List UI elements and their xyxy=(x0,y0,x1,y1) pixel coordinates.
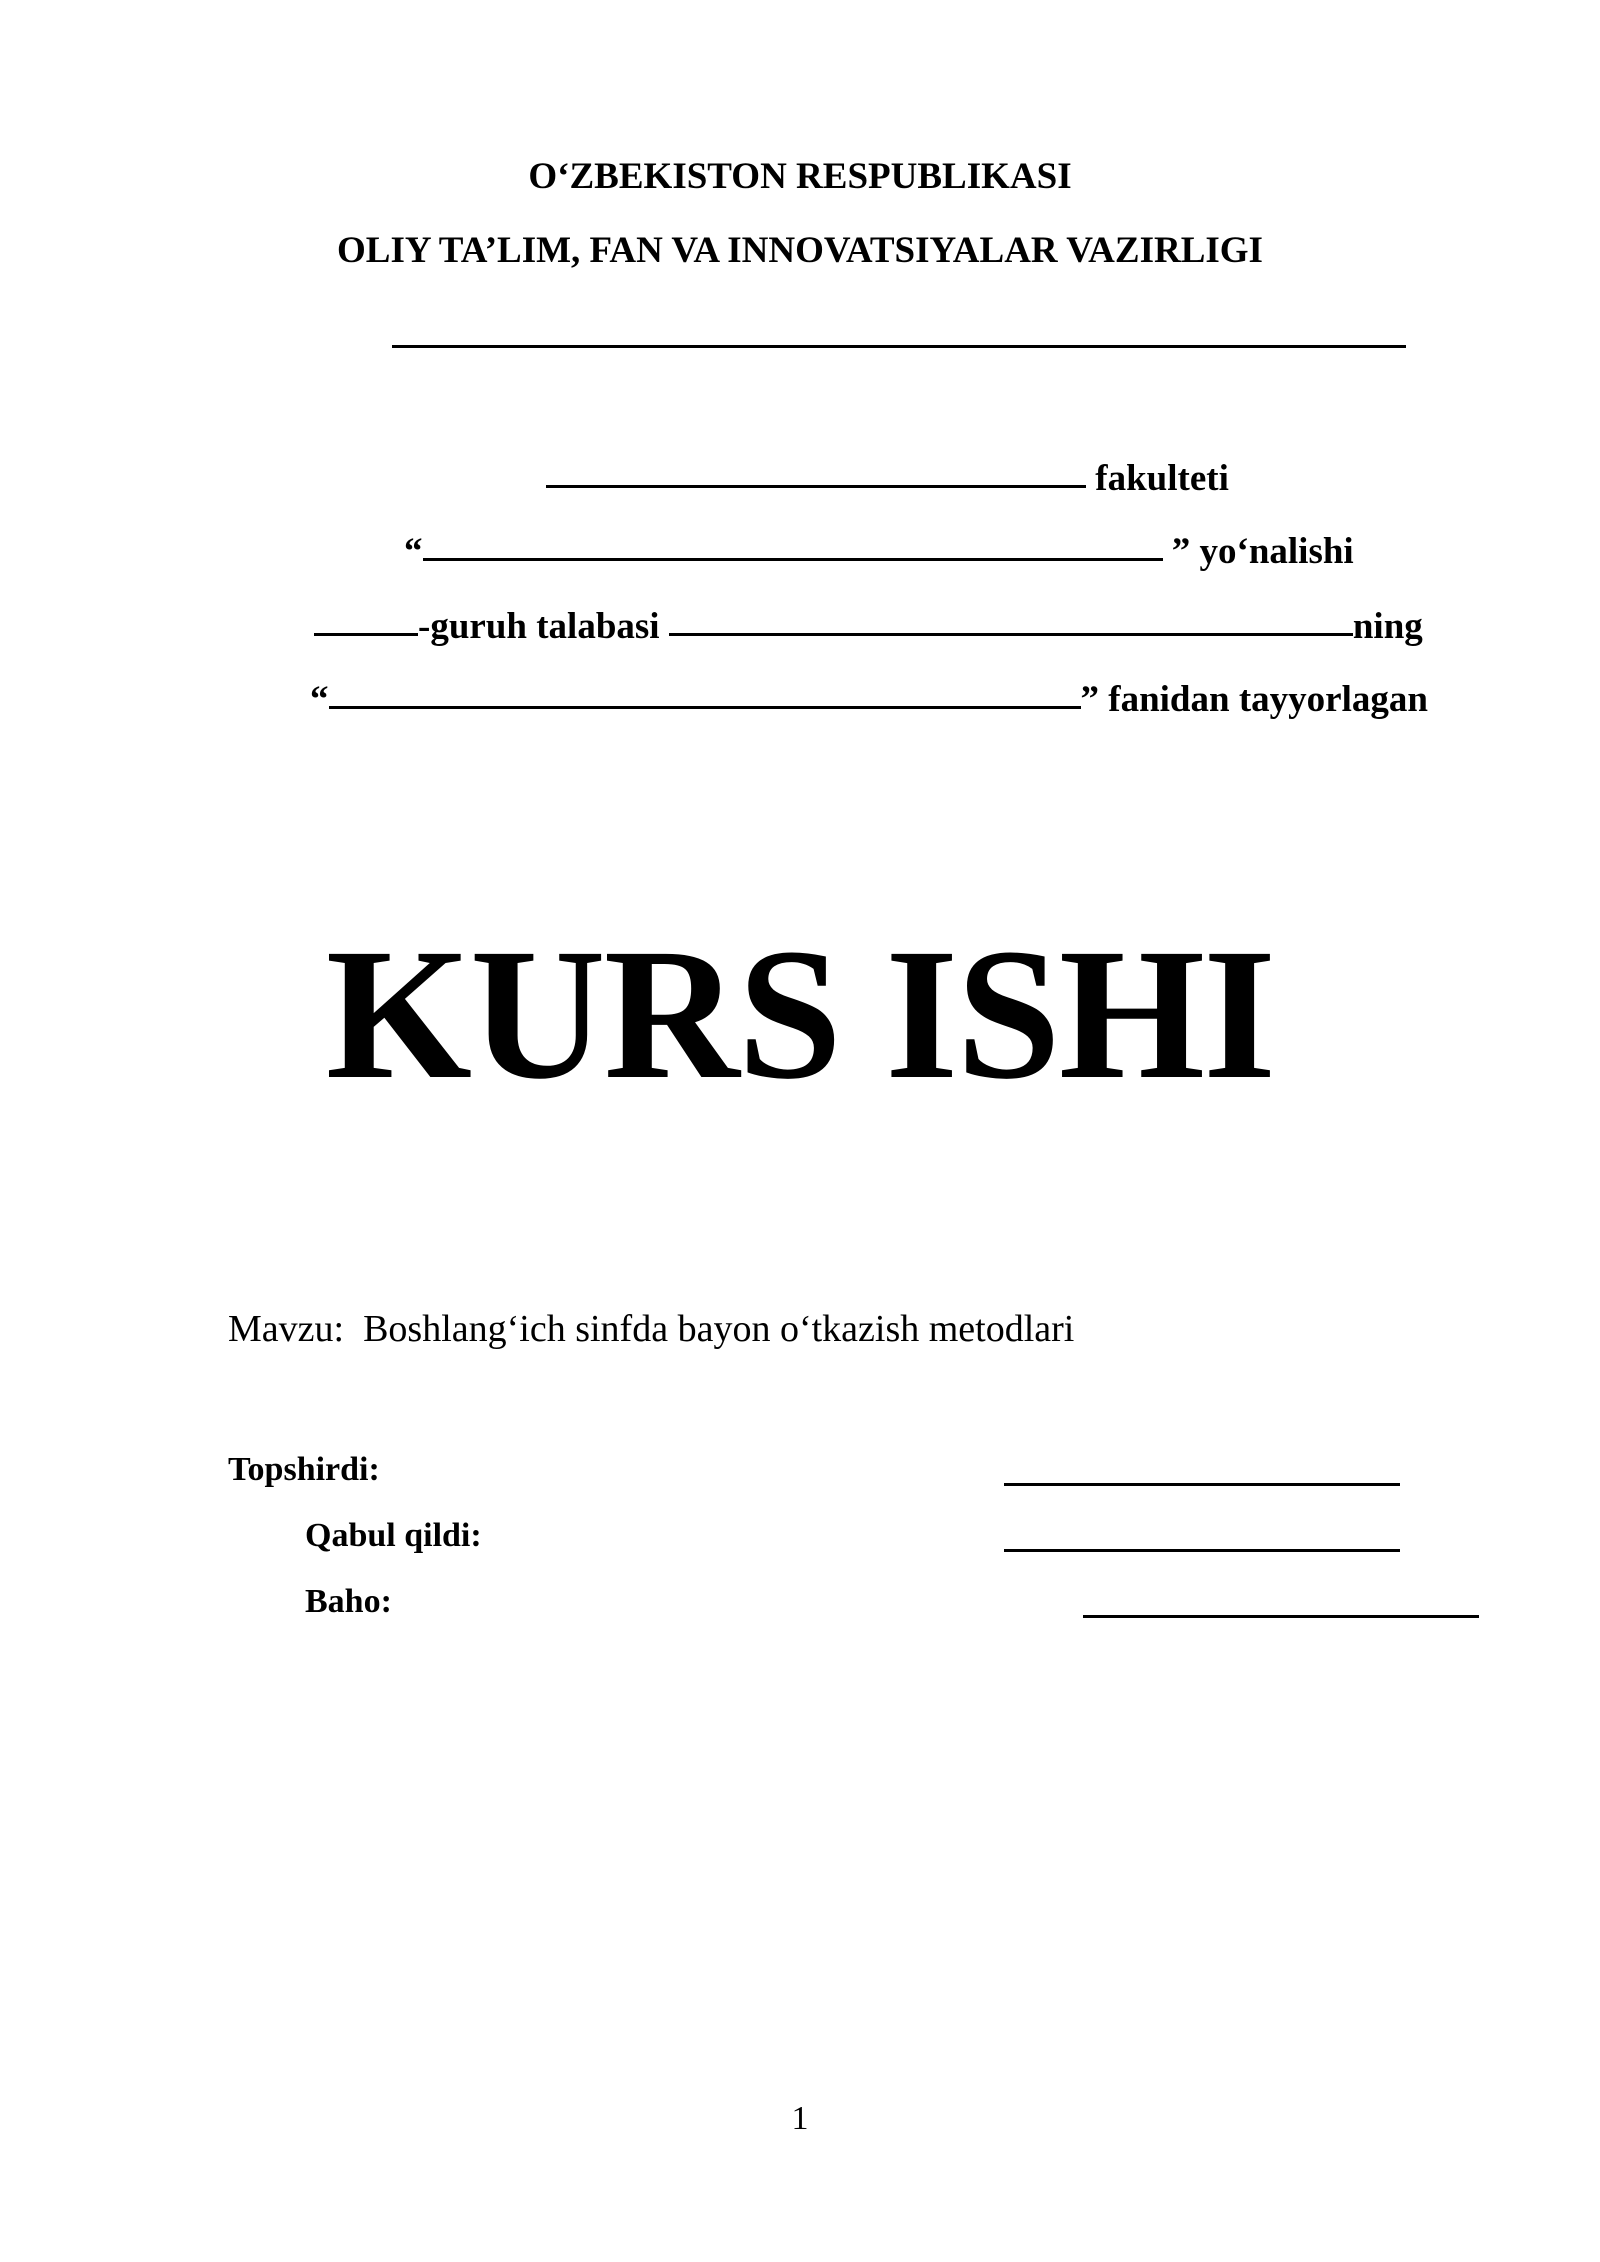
grade-label: Baho: xyxy=(305,1583,392,1620)
subject-line xyxy=(310,681,1428,718)
faculty-line xyxy=(546,460,1229,497)
group-student-line xyxy=(314,608,1423,645)
accepted-label: Qabul qildi: xyxy=(305,1517,482,1554)
submitted-label: Topshirdi: xyxy=(228,1451,380,1488)
student-suffix: ning xyxy=(1352,606,1423,647)
subject-open-quote: “ xyxy=(310,679,329,720)
subject-label: ” fanidan tayyorlagan xyxy=(1080,679,1428,720)
topic-label: Mavzu: xyxy=(228,1308,345,1350)
ministry-name: OLIY TA’LIM, FAN VA INNOVATSIYALAR VAZIRLIGI xyxy=(337,230,1263,271)
direction-open-quote: “ xyxy=(404,531,423,572)
university-blank-line xyxy=(392,345,1406,348)
topic-value: Boshlang‘ich sinfda bayon o‘tkazish metodlari xyxy=(363,1308,1075,1350)
direction-line xyxy=(404,533,1354,570)
document-title: KURS ISHI xyxy=(325,909,1275,1118)
student-name-blank xyxy=(669,633,1353,636)
grade-blank xyxy=(1083,1615,1479,1618)
topic-line xyxy=(228,1310,1074,1348)
faculty-label: fakulteti xyxy=(1095,458,1229,499)
group-label: -guruh talabasi xyxy=(418,606,660,647)
accepted-signature-blank xyxy=(1004,1549,1400,1552)
faculty-blank xyxy=(546,485,1086,488)
direction-label: ” yo‘nalishi xyxy=(1171,531,1354,572)
page-number: 1 xyxy=(791,2100,809,2137)
submitted-signature-blank xyxy=(1004,1483,1400,1486)
subject-blank xyxy=(329,706,1081,709)
direction-blank xyxy=(423,558,1163,561)
group-blank xyxy=(314,633,418,636)
ministry-country: O‘ZBEKISTON RESPUBLIKASI xyxy=(528,156,1072,197)
